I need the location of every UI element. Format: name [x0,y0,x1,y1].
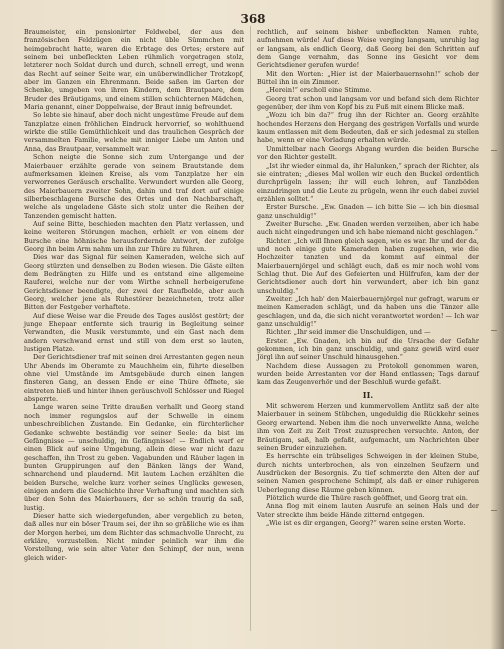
paragraph: „Wozu ich bin da?“ frug ihn der Richter an. Georg erzählte hochendes Herzens den Hergang des gestrigen Vorfalls und wurde kaum entlassen mit dem Bedeuten, daß er sich jedesmal zu stellen habe, wenn er eine Vorladung erhalten würde. [257,111,479,145]
left-text-column [24,28,244,562]
paragraph: Georg trat schon und langsam vor und befand sich dem Richter gegenüber, der ihm von Kopf bis zu Fuß mit einem Blicke maß. [257,94,479,112]
paragraph: Mit den Worten: „Hier ist der Maierbauernsohn!“ schob der Büttel ihn in ein Zimmer. [257,69,479,87]
paragraph: „Herein!“ erscholl eine Stimme. [266,86,372,95]
paragraph: Plötzlich wurde die Thüre rasch geöffnet, und Georg trat ein. [266,493,468,502]
paragraph: Der Gerichtsdiener traf mit seinen drei Arrestanten gegen neun Uhr Abends im Oberamte zu Mauchheim ein, führte dieselben ohne viel Umstände im Amtsgebäude durch einen langen finsteren Gang, an dessen Ende er eine Thüre öffnete, sie eintreten hieß und hinter ihnen geräuschvoll Schlösser und Riegel absperrte. [24,353,245,404]
page-edge-mark [491,330,497,331]
paragraph: Richter. „Ihr seid immer die Unschuldigen, und — [266,328,431,337]
paragraph: Braumeister, ein pensionirter Feldwebel, der aus den französischen Feldzügen ein nicht üble Sümmchen mit heimgebracht hatte, waren die Erbtage des Ortes; erstere auf seinem bei unbefleckten Leben rühmlich vorgetragen stolz, letzterer noch Soldat durch und durch, schnell erregt, und wenn das Recht auf seiner Seite war, ein unüberwindlicher Trotzkopf, aber im Ganzen ein Ehrenmann. Beide saßen im Garten der Schenke, umgeben von ihren Kindern, dem Brautpaare, dem Bruder des Bräutigams, und einem stillen schüchternen Mädchen, Maria genannt, einer Doppelwaise, der Braut innig befreundet. [24,28,244,112]
paragraph: Es herrschte ein trübseliges Schweigen in der kleinen Stube, durch nichts unterbrochen, als von einzelnen Seufzern und Ausdrücken der Besorgnis. Zu tief schmerzte den Alten der auf seinen Namen gesprochene Schimpf, als daß er einer ruhigeren Ueberlegung diese Räume geben können. [257,452,479,494]
paragraph: rechtlich, auf seinem bisher unbefleckten Namen ruhte, aufnehmen würde! Auf diese Weise verging langsam, unruhig lag er langsam, als endlich Georg, daß Georg bei den Schritten auf dem Gange vernahm, das Sonne ins Gesicht vor dem Gerichtsdiener gerufen wurde! [257,28,479,70]
page-edge-mark [491,150,497,151]
paragraph: Erster Bursche. „Ew. Gnaden — ich bitte Sie — ich bin diesmal ganz unschuldig!“ [257,203,479,220]
column-divider [250,26,251,631]
paragraph: Schon neigte die Sonne sich zum Untergange und der Maierbauer erzählte gerade von seinem Brautstande dem aufmerksamen kleinen Kreise, als vom Tanzplatze her ein verworrenes Geräusch erschallte. Verwundert wurden alle Georg, des Maierbauern zweiter Sohn, dahin und traf dort auf einige silberbeschlagene Bursche des Ortes und den Nachbarschaft, welche als ungeladene Gäste sich stolz unter die Reihen der Tanzenden gemischt hatten. [24,153,244,220]
paragraph: Zweiter. „Ich hab' den Maierbauernjörgel nur gefragt, warum er meinen Kameraden schlägt, und da haben uns die Tänzer alle geschlagen, und da, die sich nicht verantwortet worden! — Ich war ganz unschuldig!“ [257,295,480,329]
paragraph: Dieser hatte sich wiedergefunden, aber vergeblich zu beten, daß alles nur ein böser Traum sei, der ihn so gräßliche wie es ihm der Morgen herbei, um dem Richter das schmachvolle Unrecht, zu erkläre, vorzustellen. Nicht minder peinlich war ihm die Vorstellung, wie sein alter Vater den Schimpf, der nun, wenn gleich wider- [24,511,244,562]
page-edge-shadow [490,0,504,649]
page-edge-mark [491,510,497,511]
paragraph: Unmittelbar nach Georgs Abgang wurden die beiden Bursche vor den Richter gestellt. [257,144,479,162]
paragraph: Mit schwerem Herzen und kummervollem Antlitz saß der alte Maierbauer in seinem Stübchen, ungeduldig die Rückkehr seines Georg erwartend. Neben ihm die noch unverwelkte Anna, welche ihm von Zeit zu Zeit Trost zuzusprechen versuchte. Anton, der Bräutigam, saß, halb gefaßt, aufgemacht, um Nachrichten über seinen Bruder einzuziehen. [257,402,479,452]
paragraph: Zweiter Bursche. „Ew. Gnaden werden verzeihen, aber ich habe auch nicht eingedrungen und ich habe niemand nicht geschlagen.“ [257,219,479,237]
paragraph: Lange waren seine Tritte draußen verhallt und Georg stand noch immer regungslos auf der Schwelle in einem unbeschreiblichen Zustande. Ein Gedanke, ein fürchterlicher Gedanke schwebte beständig vor seiner Seele: da bist im Gefängnisse — unschuldig, im Gefängnisse! — Endlich warf er einen Blick auf seine Umgebung, allein diese war nicht dazu geschaffen, ihn Trost zu geben. Vagabunden und Räuber lagen in bunten Gruppirungen auf den Bänken längs der Wand, schnarchend und plaudernd. Mit lautem Lachen erzählten die beiden Bursche, welche kurz vorher seines Unglücks gewesen, einigen andern die Geschichte ihrer Verhaftung und machten sich über den Sohn des Maierbauers, der so schön traurig da saß, lustig. [24,403,244,512]
paragraph: „Wie ist es dir ergangen, Georg?“ waren seine ersten Worte. [266,518,466,527]
paragraph: „Ist ihr wieder einmal da, ihr Halunken,“ sprach der Richter, als sie eintraten; „dieses Mal wollen wir euch den Buckel ordentlich durchprügeln lassen; ihr will euch lehren, auf Tanzböden einzudringen und die Leute zu prügeln, wenn ihr euch dabei zuviel erzählen solltet.“ [257,161,479,203]
paragraph: Nachdem diese Aussagen zu Protokoll genommen waren, wurden beide Arrestanten vor der Hand entlassen; Tags darauf kam das Zeugenverhör und der Beschluß wurde gefaßt. [257,361,479,387]
paragraph: Auf seine Bitte, beschieden machten den Platz verlassen, und keine weiteren Störungen machen, erhielt er von einem der Bursche eine höhnische herausfordernde Antwort, der zufolge Georg ihn beim Arm nahm um ihn zur Thüre zu führen. [24,219,244,253]
paragraph: So lebte sie hinauf, aber doch nicht ungestüme Freude auf dem Tanzplatze einen fröhlichen Eindruck hervorrief, so wohlthuend wirkte die stille Gemüthlichkeit und das traulichen Gespräch der versammelten Familie, welche mit inniger Liebe um Anton und Anna, das Brautpaar, versammelt war. [24,111,244,153]
paragraph: Richter. „Ich will Ihnen gleich sagen, wie es war. Ihr und der da, und noch einige gute Kameraden haben zugesehen, wie die Hochzeiter tanzten und da kommt auf einmal der Maierbauernjörgel und schlägt euch, daß es mir noch wohl vom Schlag thut. Die Auf des Gefeierten und Hülfrufen, kam der der Gerichtsdiener auch dort hin verwundert, aber ich bin ganz unschuldig.“ [257,236,479,295]
paragraph: Auf diese Weise war die Freude des Tages auslöst gestört; der junge Ehepaar entfernte sich traurig in Begleitung seiner Verwandten, die Musik verstummte, und ein Gast nach dem andern verschwand ernst und still von dem erst so lauten, lustigen Platze. [24,311,244,354]
page-number: 368 [240,12,266,26]
section-heading: II. [362,389,374,400]
right-text-column [257,28,479,527]
paragraph: Dies war das Signal für seinen Kameraden, welche sich auf Georg stürzten und denselben zu Boden wiesen. Die Gäste eilten dem Bedrängten zu Hilfe und es entstand eine allgemeine Rauferei, welche nur der vom Wirthe schnell herbeigerufene Gerichtsdiener beendigte, der zwei der Raufbolde, aber auch Georg, welcher jene als Ruhestörer bezeichneten, trotz aller Bitten der Festgeber verhaftete. [24,253,244,312]
paragraph: Erster. „Ew. Gnaden, ich bin auf die Ursache der Gefahr gekommen, ich bin ganz unschuldig, und ganz gewiß wird euer Jörgl ihn auf seiner Unschuld hinausgehen.“ [257,336,479,362]
paragraph: Anna flog mit einem lauten Ausrufe an seinen Hals und der Vater streckte ihm beide Hände zitternd entgegen. [257,502,479,519]
